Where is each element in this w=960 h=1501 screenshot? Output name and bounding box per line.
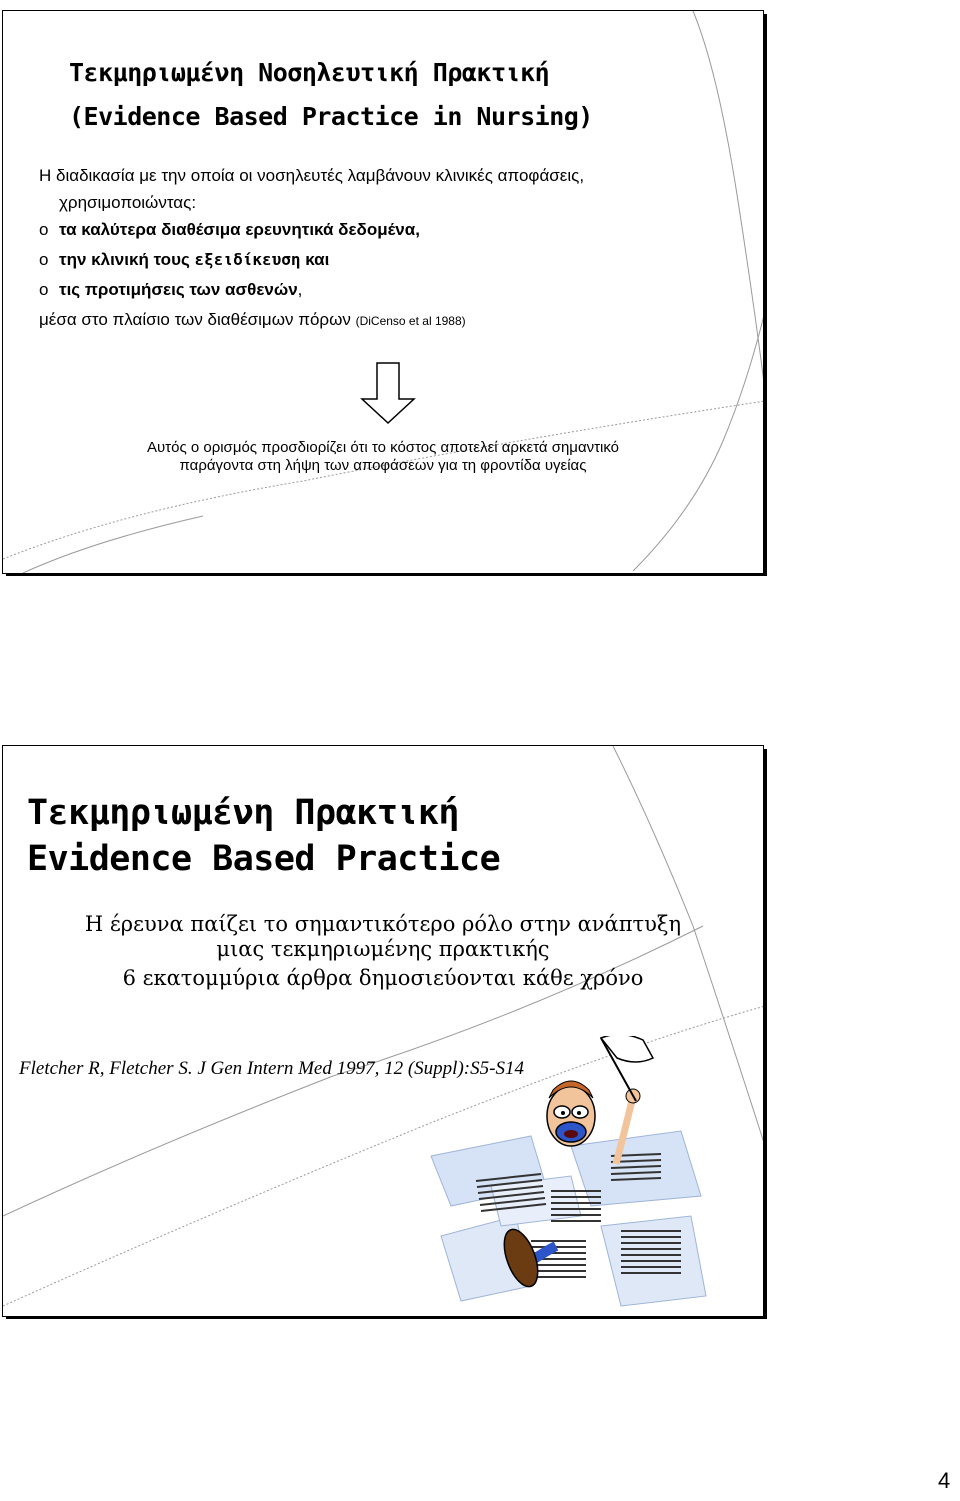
slide-2-body [3, 912, 763, 991]
body-line-2: μιας τεκμηριωμένης πρακτικής [216, 937, 550, 961]
slide-1-title-greek: Τεκμηριωμένη Νοσηλευτική Πρακτική [69, 58, 550, 87]
bullet-item-2-text-c: και [300, 250, 330, 269]
bullet-item-2 [39, 245, 584, 275]
intro-line-2: χρησιμοποιώντας: [59, 193, 197, 212]
slide-1-shadow-bottom [6, 573, 767, 576]
slide-2-shadow [764, 749, 767, 1318]
slide-1-shadow [764, 14, 767, 575]
slide-2-title-greek: Τεκμηριωμένη Πρακτική [27, 793, 460, 833]
bullet-item-3 [39, 275, 584, 305]
body-line-3: 6 εκατομμύρια άρθρα δημοσιεύονται κάθε χρόνο [122, 966, 644, 990]
page-number: 4 [938, 1468, 951, 1493]
bullet-item-2-text-a: την κλινική τους [59, 250, 195, 269]
bullet-item-1 [39, 215, 584, 245]
person-drowning-in-papers-with-white-flag-icon [421, 1036, 711, 1316]
bullet-marker: o [39, 220, 49, 239]
slide-1-title-english: (Evidence Based Practice in Nursing) [69, 102, 593, 131]
closing-line [39, 305, 584, 336]
reference: Fletcher R, Fletcher S. J Gen Intern Med 1997, 12 (Suppl):S5-S14 [19, 1058, 524, 1079]
slide-2-title [27, 790, 500, 882]
slide-2 [2, 745, 764, 1317]
slide-1-title [69, 51, 593, 139]
slide-1 [2, 10, 764, 574]
bullet-marker: o [39, 250, 49, 269]
bullet-item-3-comma: , [297, 280, 303, 299]
bullet-marker: o [39, 280, 49, 299]
bullet-item-1-text: τα καλύτερα διαθέσιμα ερευνητικά δεδομένα, [59, 220, 420, 239]
slide-1-definition [39, 161, 584, 336]
closing-text: μέσα στο πλαίσιο των διαθέσιμων πόρων [39, 310, 356, 329]
down-arrow-icon [359, 361, 417, 425]
note-line-1: Αυτός ο ορισμός προσδιορίζει ότι το κόστος αποτελεί αρκετά σημαντικό [146, 439, 620, 456]
slide-2-title-english: Evidence Based Practice [27, 839, 501, 879]
bullet-item-3-text: τις προτιμήσεις των ασθενών [59, 280, 298, 299]
slide-1-note [3, 439, 763, 475]
slide-2-shadow-bottom [6, 1316, 767, 1319]
bullet-item-2-text-b: εξειδίκευση [194, 250, 301, 269]
body-line-1: Η έρευνα παίζει το σημαντικότερο ρόλο στην ανάπτυξη [84, 912, 682, 936]
citation: (DiCenso et al 1988) [355, 314, 466, 328]
note-line-2: παράγοντα στη λήψη των αποφάσεων για τη φροντίδα υγείας [179, 457, 587, 474]
intro-line-1: Η διαδικασία με την οποία οι νοσηλευτές λαμβάνουν κλινικές αποφάσεις, [39, 166, 585, 185]
